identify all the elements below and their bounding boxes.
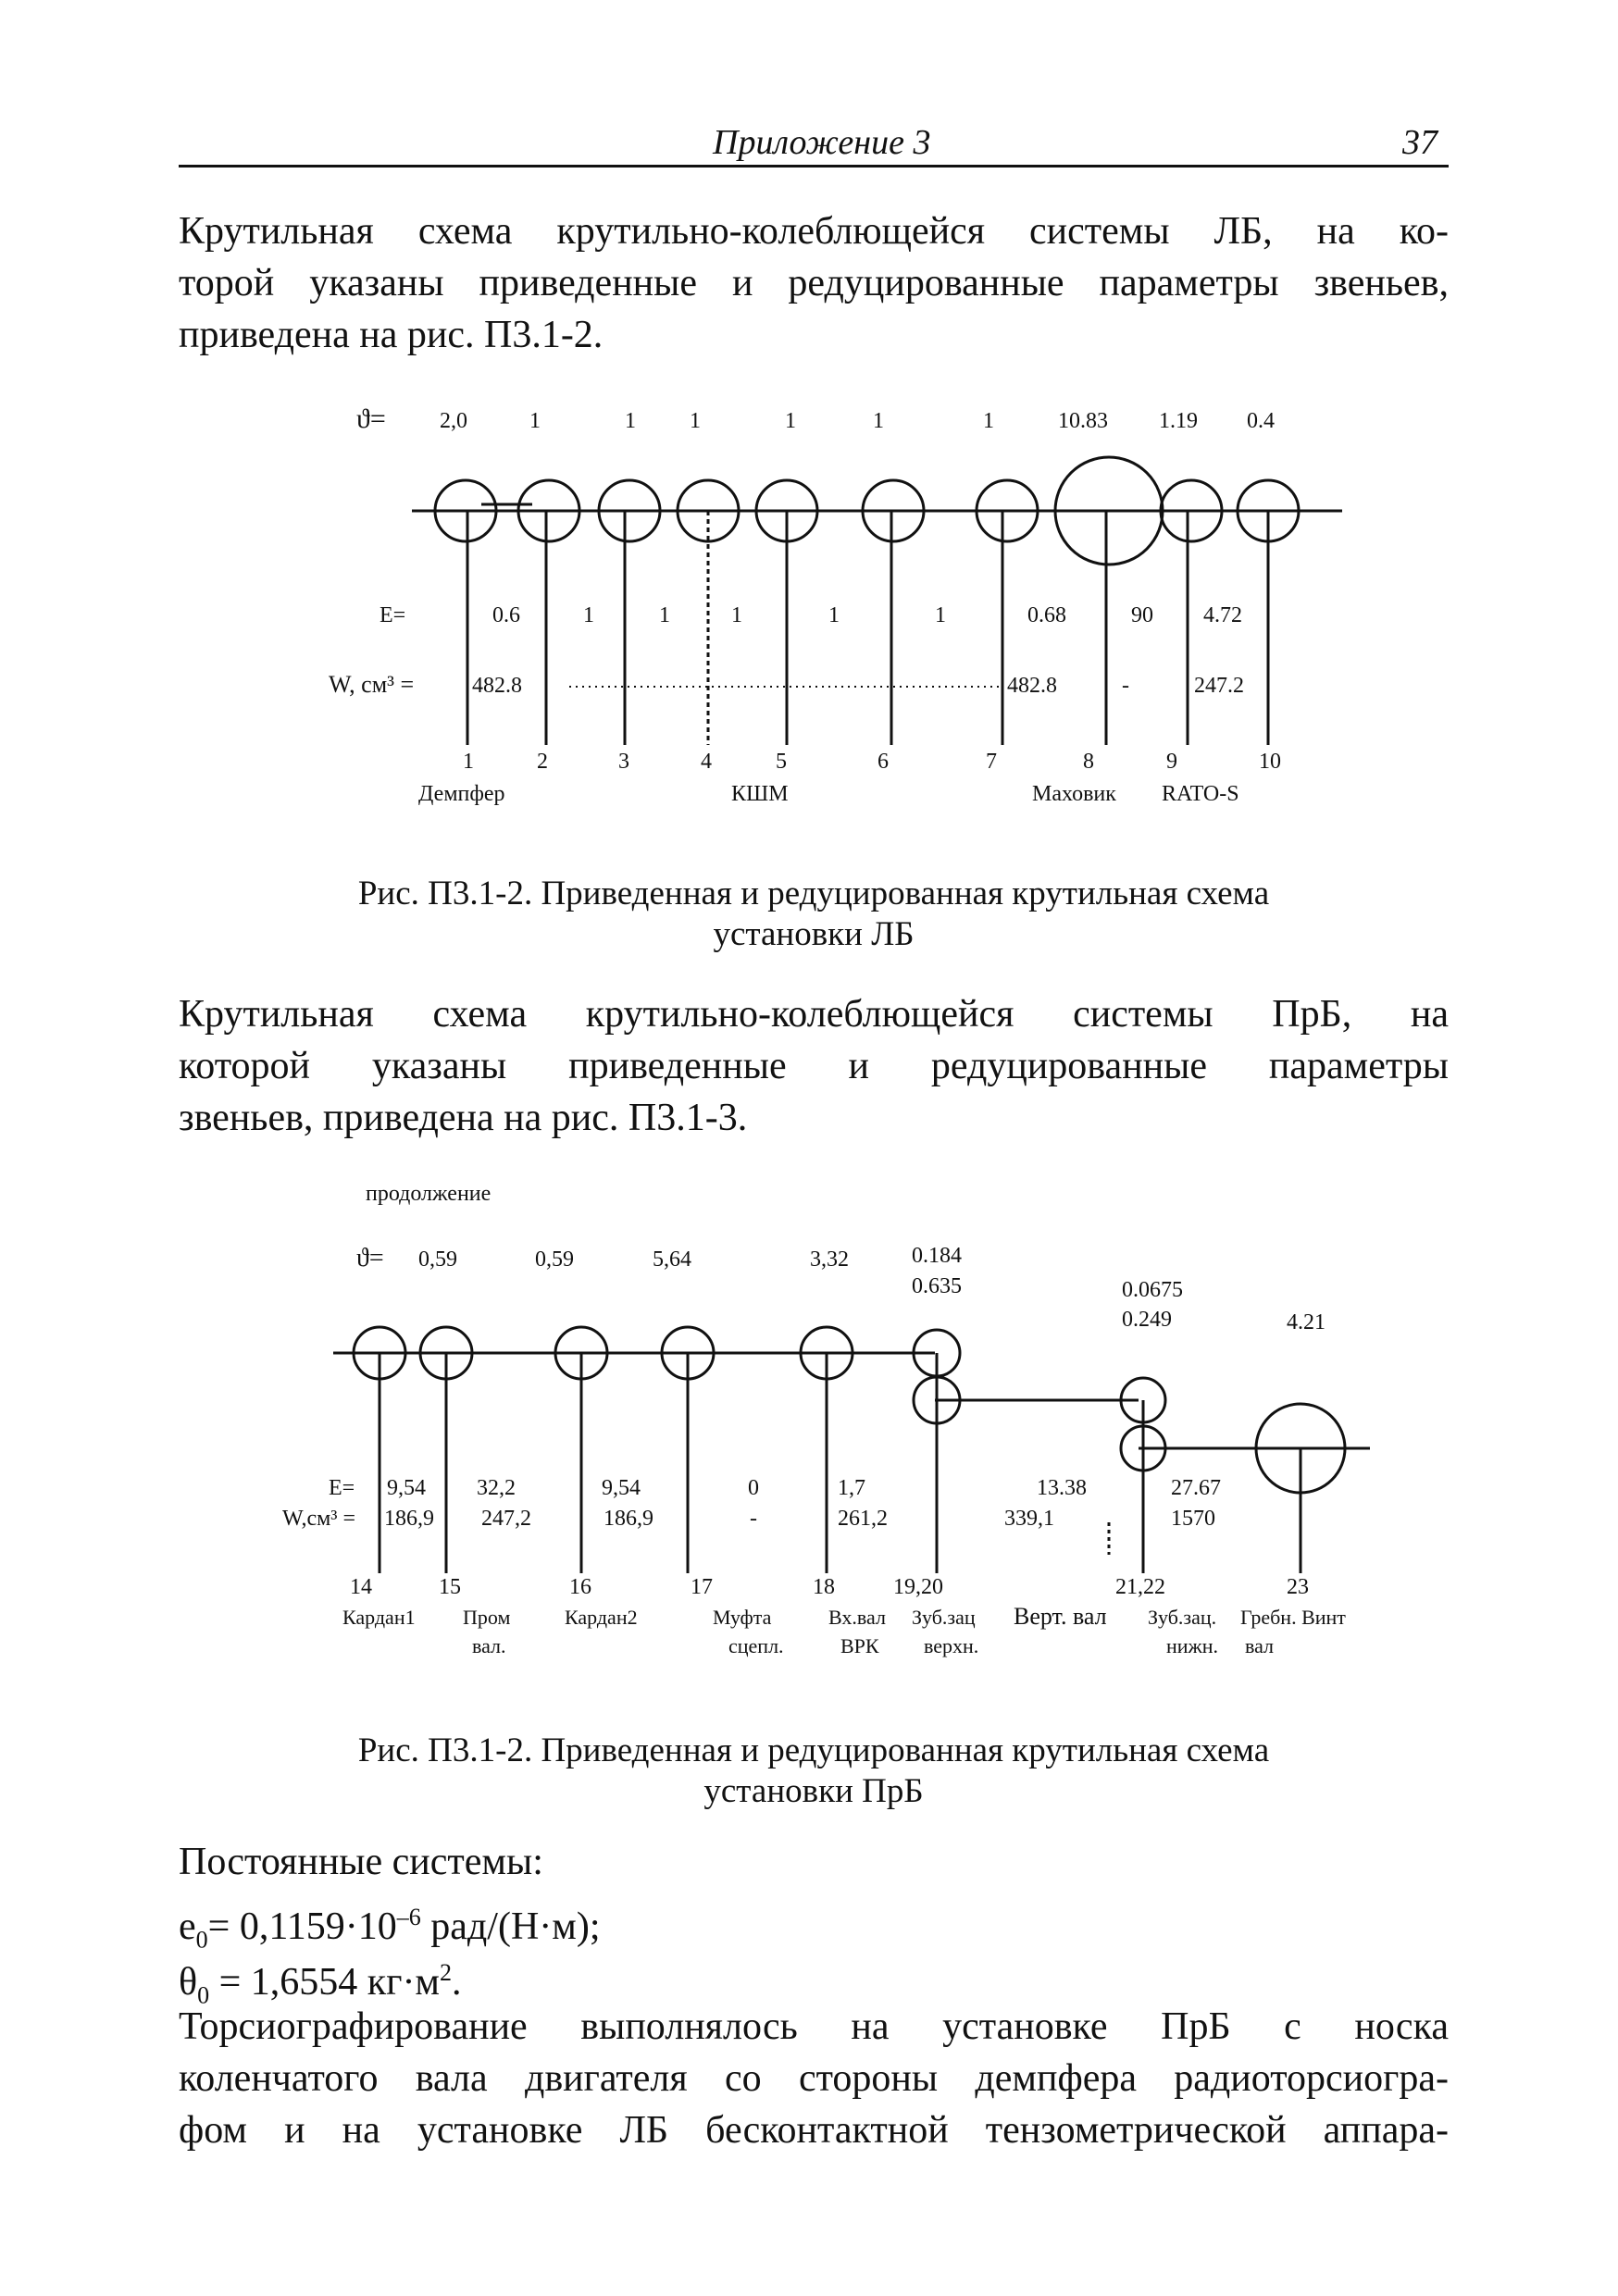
theta-value: 0.184 xyxy=(912,1244,962,1268)
text-line: Крутильная схема крутильно-колеблющейся системы ЛБ, на ко- xyxy=(179,210,1449,253)
theta-value: 1 xyxy=(983,409,994,433)
caption-line: Рис. П3.1-2. Приведенная и редуцированная крутильная схема xyxy=(357,875,1270,912)
theta-value: 0.4 xyxy=(1247,409,1275,433)
e0-value: = 0,1159·10 xyxy=(207,1905,397,1948)
e-value: 1 xyxy=(731,603,742,627)
e-value: 1,7 xyxy=(838,1476,865,1500)
node-number: 6 xyxy=(877,750,889,774)
e-value: 1 xyxy=(828,603,840,627)
theta0-value: = 1,6554 кг·м xyxy=(209,1961,441,2004)
e0-symbol: e xyxy=(179,1905,196,1948)
node-number: 23 xyxy=(1287,1575,1309,1599)
torsion-diagram-lb xyxy=(0,0,1618,833)
node-number: 14 xyxy=(350,1575,372,1599)
theta0-exponent: 2 xyxy=(440,1959,453,1986)
node-number: 8 xyxy=(1083,750,1094,774)
w-label: W, см³ = xyxy=(329,671,415,698)
w-value: 261,2 xyxy=(838,1507,888,1531)
theta-value: 1 xyxy=(785,409,796,433)
node-number: 21,22 xyxy=(1115,1575,1165,1599)
theta0-symbol: θ xyxy=(179,1961,198,2004)
node-number: 17 xyxy=(691,1575,713,1599)
e-value: 0.6 xyxy=(492,603,520,627)
component-label: нижн. xyxy=(1166,1634,1219,1657)
node-number: 10 xyxy=(1259,750,1281,774)
component-label: Зуб.зац. xyxy=(1148,1606,1217,1629)
group-label: Маховик xyxy=(1032,782,1116,806)
w-value: - xyxy=(750,1507,757,1531)
w-value: - xyxy=(1122,674,1129,698)
figure-caption-2 xyxy=(179,1731,1449,1812)
text-line: приведена на рис. П3.1-2. xyxy=(179,314,604,356)
caption-line: установки ЛБ xyxy=(713,915,915,953)
intro-paragraph-2 xyxy=(179,988,1449,1144)
component-label: ВРК xyxy=(840,1634,879,1657)
theta-value: 4.21 xyxy=(1287,1310,1326,1334)
e-value: 9,54 xyxy=(387,1476,426,1500)
caption-line: установки ПрБ xyxy=(703,1772,924,1810)
text-line: которой указаны приведенные и редуцированные параметры xyxy=(179,1045,1449,1087)
caption-line: Рис. П3.1-2. Приведенная и редуцированная крутильная схема xyxy=(357,1731,1270,1769)
e-value: 0 xyxy=(748,1476,759,1500)
group-label: Демпфер xyxy=(418,782,505,806)
running-header-title: Приложение 3 xyxy=(713,123,931,162)
theta-label: ϑ= xyxy=(356,1244,384,1272)
theta-value: 1 xyxy=(873,409,884,433)
node-number: 4 xyxy=(701,750,712,774)
node-number: 16 xyxy=(569,1575,591,1599)
node-number: 19,20 xyxy=(893,1575,943,1599)
e-value: 1 xyxy=(659,603,670,627)
e-value: 13.38 xyxy=(1037,1476,1087,1500)
e-value: 32,2 xyxy=(477,1476,516,1500)
e-label: E= xyxy=(329,1476,355,1500)
theta-value: 2,0 xyxy=(440,409,467,433)
node-number: 3 xyxy=(618,750,629,774)
text-line: Торсиографирование выполнялось на установке ПрБ с носка xyxy=(179,2005,1449,2048)
group-label: RATO-S xyxy=(1162,782,1239,806)
theta-value: 1 xyxy=(625,409,636,433)
component-label: сцепл. xyxy=(728,1634,784,1657)
e-value: 4.72 xyxy=(1203,603,1242,627)
component-label: Гребн. Винт xyxy=(1240,1606,1346,1629)
w-value: 339,1 xyxy=(1004,1507,1054,1531)
component-label: Верт. вал xyxy=(1014,1603,1107,1630)
e0-unit: рад/(Н·м); xyxy=(420,1905,601,1948)
torsion-diagram-prb xyxy=(0,1138,1618,1694)
theta-value: 1.19 xyxy=(1159,409,1198,433)
final-paragraph xyxy=(179,2001,1449,2156)
w-value: 1570 xyxy=(1171,1507,1215,1531)
w-value: 247.2 xyxy=(1194,674,1244,698)
text-line: торой указаны приведенные и редуцированные параметры звеньев, xyxy=(179,262,1449,304)
theta0-end: . xyxy=(452,1961,462,2004)
w-value: 482.8 xyxy=(1007,674,1057,698)
e-value: 1 xyxy=(583,603,594,627)
component-label: верхн. xyxy=(924,1634,979,1657)
e-value: 1 xyxy=(935,603,946,627)
e0-subscript: 0 xyxy=(195,1926,208,1954)
group-label: КШМ xyxy=(731,782,789,806)
theta-value: 1 xyxy=(690,409,701,433)
e-value: 9,54 xyxy=(602,1476,641,1500)
node-number: 1 xyxy=(463,750,474,774)
w-value: 186,9 xyxy=(384,1507,434,1531)
theta-value: 5,64 xyxy=(653,1247,691,1272)
theta-value: 0.0675 xyxy=(1122,1278,1183,1302)
node-number: 15 xyxy=(439,1575,461,1599)
theta-value: 10.83 xyxy=(1058,409,1108,433)
theta-value: 0.249 xyxy=(1122,1308,1172,1332)
component-label: вал xyxy=(1245,1634,1275,1657)
theta-value: 0,59 xyxy=(418,1247,457,1272)
e-value: 0.68 xyxy=(1027,603,1066,627)
node-number: 5 xyxy=(776,750,787,774)
component-label: Кардан2 xyxy=(565,1606,638,1629)
theta-value: 0,59 xyxy=(535,1247,574,1272)
component-label: Вх.вал xyxy=(828,1606,886,1629)
component-label: Зуб.зац xyxy=(912,1606,976,1629)
w-value: 482.8 xyxy=(472,674,522,698)
theta0-subscript: 0 xyxy=(197,1981,210,2009)
theta-value: 0.635 xyxy=(912,1274,962,1298)
component-label: Кардан1 xyxy=(342,1606,416,1629)
page-number: 37 xyxy=(1402,123,1438,162)
node-number: 9 xyxy=(1166,750,1177,774)
constants-title: Постоянные системы: xyxy=(179,1841,543,1883)
e-label: E= xyxy=(380,603,406,627)
continuation-label: продолжение xyxy=(366,1182,492,1206)
e-value: 27.67 xyxy=(1171,1476,1221,1500)
component-label: Муфта xyxy=(713,1606,772,1629)
figure-caption-1 xyxy=(179,874,1449,955)
node-number: 7 xyxy=(986,750,997,774)
text-line: звеньев, приведена на рис. П3.1-3. xyxy=(179,1097,748,1139)
theta-value: 1 xyxy=(529,409,541,433)
w-value: 247,2 xyxy=(481,1507,531,1531)
component-label: вал. xyxy=(472,1634,506,1657)
node-number: 2 xyxy=(537,750,548,774)
w-value: 186,9 xyxy=(604,1507,653,1531)
w-label: W,см³ = xyxy=(282,1507,356,1531)
theta-label: ϑ= xyxy=(356,403,386,434)
theta-value: 3,32 xyxy=(810,1247,849,1272)
component-label: Пром xyxy=(463,1606,511,1629)
e-value: 90 xyxy=(1131,603,1153,627)
node-number: 18 xyxy=(813,1575,835,1599)
e0-exponent: –6 xyxy=(396,1904,421,1930)
text-line: фом и на установке ЛБ бесконтактной тензометрической аппара- xyxy=(179,2109,1449,2152)
text-line: коленчатого вала двигателя со стороны демпфера радиоторсиогра- xyxy=(179,2057,1449,2100)
text-line: Крутильная схема крутильно-колеблющейся системы ПрБ, на xyxy=(179,993,1449,1036)
